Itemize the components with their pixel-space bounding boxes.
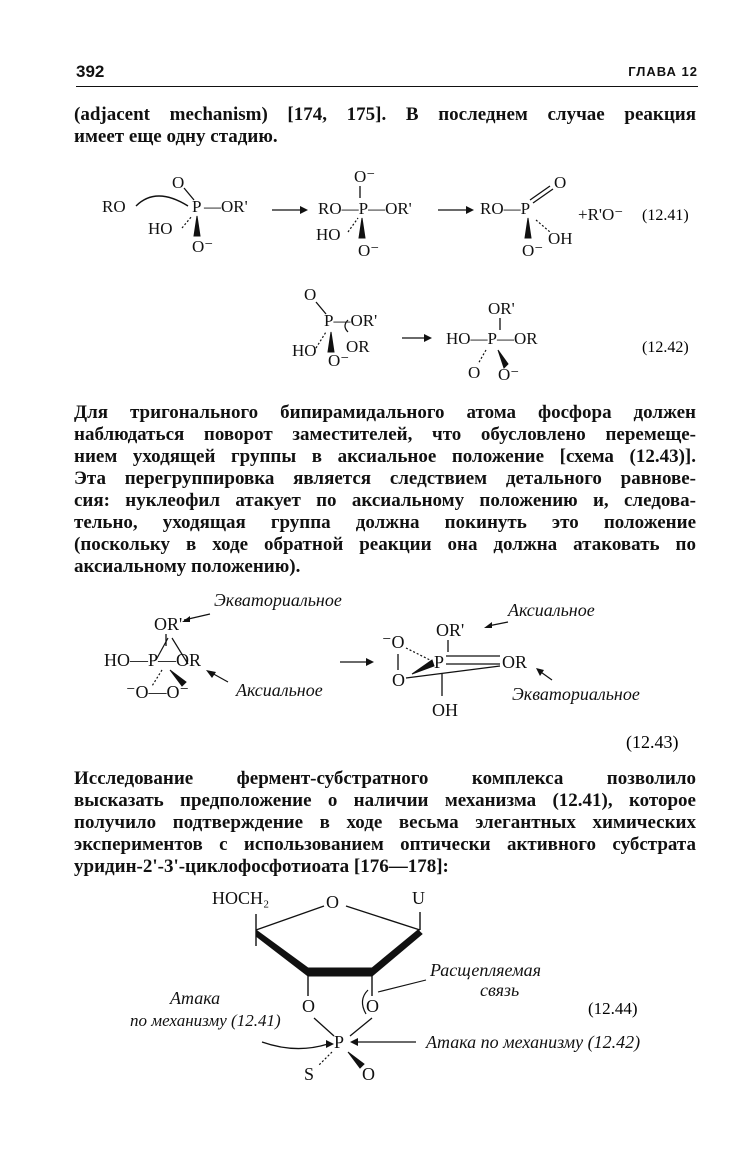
paragraph-line: уридин-2'-3'-циклофосфотиоата [176—178]:: [74, 856, 449, 877]
label-ho: HO: [292, 341, 317, 360]
paragraph-line: Эта перегруппировка является следствием детального равнове-: [74, 468, 696, 489]
chapter-title: ГЛАВА 12: [628, 64, 698, 79]
scheme-12-41: [96, 166, 706, 266]
paragraph-line: экспериментов с использованием оптически активного субстрата: [74, 834, 696, 855]
label-equatorial-left: Экваториальное: [214, 590, 342, 610]
label-o-right: O: [366, 996, 379, 1016]
label-r-o: O: [554, 173, 567, 192]
label-cleaved-bond-2: связь: [480, 980, 520, 1000]
label-m-ro-p: RO—P—OR': [318, 199, 412, 218]
equation-number: (12.44): [588, 999, 638, 1018]
paragraph-line: тельно, уходящая группа должна покинуть это положение: [74, 512, 696, 533]
paragraph-line: имеет еще одну стадию.: [74, 126, 278, 147]
scheme-12-44: [96, 884, 706, 1084]
label-equatorial-right: Экваториальное: [512, 684, 640, 704]
label-cleaved-bond-1: Расщепляемая: [430, 960, 541, 980]
equation-number: (12.43): [626, 732, 679, 752]
paragraph-line: Исследование фермент-субстратного комплекса позволило: [74, 768, 696, 789]
label-r-oh: OH: [548, 229, 573, 248]
paragraph-line: (adjacent mechanism) [174, 175]. В последнем случае реакция: [74, 104, 696, 125]
label-attack-41-2: по механизму (12.41): [130, 1011, 281, 1030]
label-r-o2: O⁻: [498, 365, 520, 384]
paragraph-line: (поскольку в ходе обратной реакции она должна атаковать по: [74, 534, 696, 555]
label-ring-o: O: [326, 892, 339, 912]
label-o-o-bottom: ⁻O—O⁻: [126, 682, 189, 702]
paragraph-line: получило подтверждение в ходе весьма элегантных химических: [74, 812, 696, 833]
label-o-minus-right: ⁻O: [382, 632, 405, 652]
ring-bold-edge: [256, 930, 308, 976]
label-p-or: P—OR': [324, 311, 378, 330]
label-or-prime-right: OR': [436, 620, 465, 640]
label-o-left: O: [302, 996, 315, 1016]
label-u: U: [412, 888, 425, 908]
label-attack-42: Атака по механизму (12.42): [426, 1032, 641, 1052]
paragraph-line: нием уходящей группы в аксиальное положение [схема (12.43)].: [74, 446, 696, 467]
label-r-or-prime: OR': [488, 299, 515, 318]
label-m-o-minus: O⁻: [354, 167, 376, 186]
label-oh-right: OH: [432, 700, 458, 720]
label-hoch2: HOCH₂: [212, 888, 270, 908]
label-or-prime-left: OR': [154, 614, 183, 634]
label-p: P: [334, 1032, 345, 1052]
label-p-right: P: [434, 652, 445, 672]
label-p: P: [192, 197, 202, 216]
label-o-bottom: O: [362, 1064, 375, 1084]
paragraph-3: [74, 768, 696, 878]
paragraph-2: [74, 402, 696, 578]
paragraph-line: сия: нуклеофил атакует по аксиальному положению и, следова-: [74, 490, 696, 511]
scheme-12-43: [96, 586, 706, 756]
label-r-ho-p: HO—P—OR: [446, 329, 538, 348]
label-s: S: [304, 1064, 315, 1084]
paragraph-line: аксиальному положению).: [74, 556, 301, 577]
equation-number: (12.42): [642, 339, 689, 356]
label-r-ro-p: RO—P: [480, 199, 531, 218]
paragraph-line: высказать предположение о наличии механизма (12.41), которое: [74, 790, 696, 811]
label-r-plus: +R'O⁻: [578, 205, 624, 224]
label-o-top: O: [172, 173, 185, 192]
label-ho-p-or: HO—P—OR: [104, 650, 202, 670]
curved-arrow: [136, 196, 188, 206]
label-m-ho: HO: [316, 225, 341, 244]
label-o-top: O: [304, 285, 317, 304]
label-or-right: OR: [502, 652, 528, 672]
paragraph-line: Для тригонального бипирамидального атома фосфора должен: [74, 402, 696, 423]
label-r-o-bottom: O⁻: [522, 241, 544, 260]
label-or-prime: —OR': [204, 197, 248, 216]
label-attack-41-1: Атака: [170, 988, 221, 1008]
label-or: OR: [346, 337, 370, 356]
equation-number: (12.41): [642, 207, 689, 224]
label-axial-right: Аксиальное: [508, 600, 595, 620]
label-axial-left: Аксиальное: [236, 680, 323, 700]
paragraph-1: [74, 104, 696, 148]
label-ro: RO: [102, 197, 126, 216]
page-header: [76, 60, 698, 87]
label-ho: HO: [148, 219, 173, 238]
paragraph-line: наблюдаться поворот заместителей, что обусловлено перемеще-: [74, 424, 696, 445]
label-o-minus: O⁻: [192, 237, 214, 256]
wedge-bond: [194, 216, 200, 236]
label-m-o-bottom: O⁻: [358, 241, 380, 260]
ring-bold-edge: [308, 968, 372, 976]
label-o-minus: O⁻: [328, 351, 350, 370]
scheme-12-42: [286, 280, 706, 386]
label-o-right: O: [392, 670, 405, 690]
label-r-o1: O: [468, 363, 481, 382]
page-number: 392: [76, 62, 105, 81]
